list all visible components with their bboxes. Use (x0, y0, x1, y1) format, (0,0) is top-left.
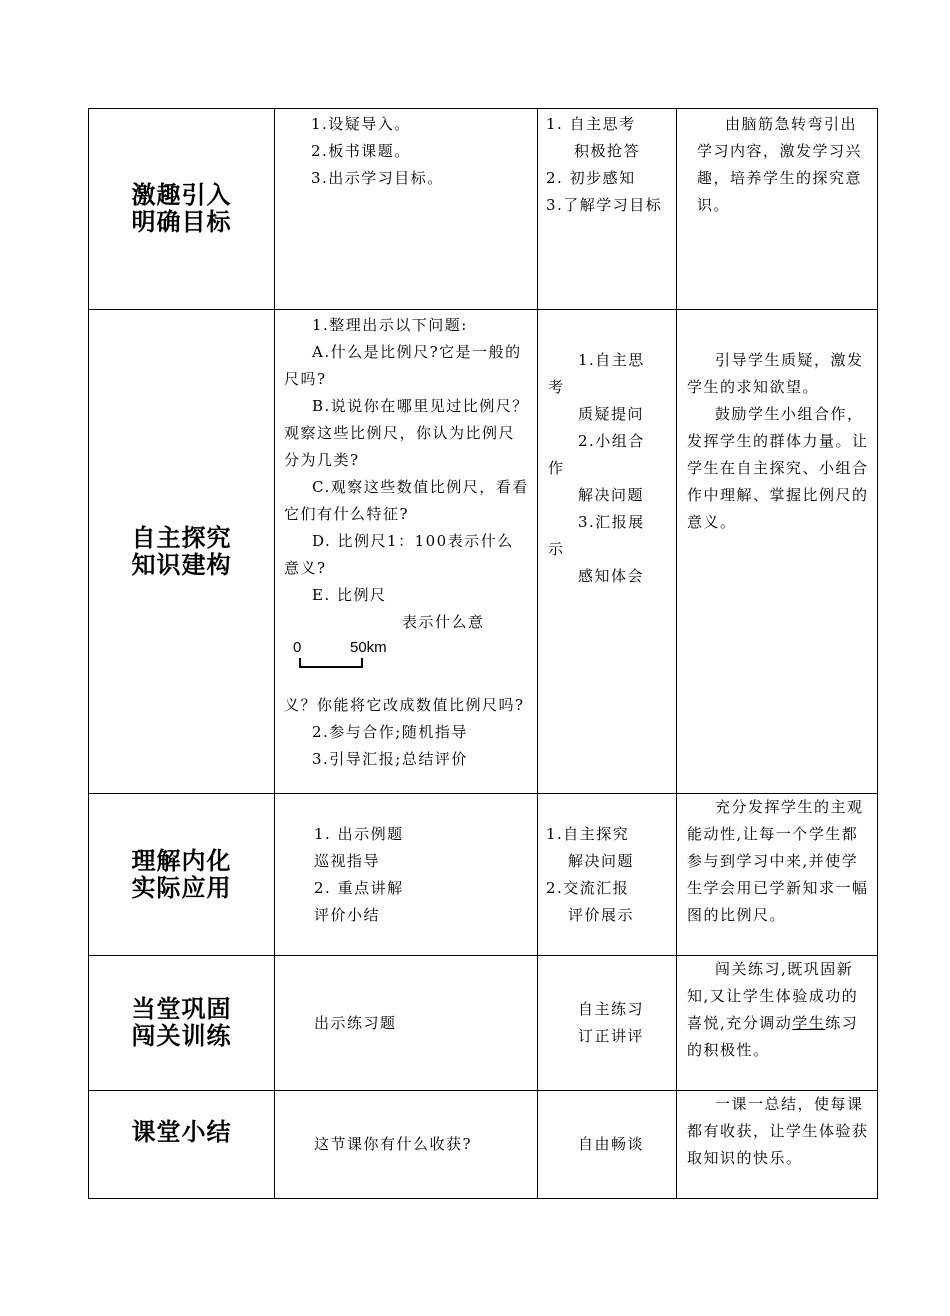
student-item: 评价展示 (568, 905, 635, 924)
question-e-end: 义？你能将它改成数值比例尺吗? (284, 696, 525, 714)
design-intent-text: 由脑筋急转弯引出学习内容，激发学习兴趣，培养学生的探究意识。 (697, 115, 863, 214)
student-item: 2. 初步感知 (546, 169, 636, 187)
stage-cell (89, 109, 275, 310)
table-row (89, 109, 878, 310)
student-item: 解决问题 (568, 851, 635, 870)
student-item: 考 (548, 378, 565, 396)
design-intent-cell (677, 109, 878, 310)
teacher-item: 巡视指导 (314, 851, 381, 870)
stage-title-line: 明确目标 (131, 208, 232, 236)
teacher-activity-cell (275, 1091, 538, 1199)
lesson-plan-table (88, 108, 878, 1199)
stage-title-line: 知识建构 (131, 550, 232, 579)
design-intent-cell (677, 956, 878, 1091)
teacher-item: 2. 重点讲解 (314, 878, 404, 897)
question-intro: 1.整理出示以下问题: (312, 316, 468, 334)
stage-cell (89, 794, 275, 956)
teacher-item: 1.设疑导入。 (311, 115, 411, 133)
student-activity-cell (538, 956, 677, 1091)
student-activity-cell (538, 109, 677, 310)
design-intent-cell (677, 794, 878, 956)
line-scale-graphic (290, 636, 529, 692)
question-a: A.什么是比例尺?它是一般的尺吗? (284, 343, 522, 388)
teacher-item: 2.参与合作;随机指导 (312, 723, 468, 741)
teacher-item: 出示练习题 (314, 1013, 397, 1032)
teacher-item: 1. 出示例题 (314, 824, 404, 843)
stage-cell (89, 310, 275, 794)
design-intent-cell (677, 1091, 878, 1199)
stage-title-line: 理解内化 (131, 846, 232, 875)
design-intent-text: 充分发挥学生的主观能动性,让每一个学生都参与到学习中来,并使学生学会用已学新知求一幅图的比例尺。 (687, 798, 869, 924)
design-intent-part: 练习的积极性。 (687, 1014, 859, 1059)
student-activity-cell (538, 310, 677, 794)
question-c: C.观察这些数值比例尺，看看它们有什么特征? (284, 478, 529, 523)
student-item: 示 (548, 540, 565, 558)
teacher-activity-cell (275, 310, 538, 794)
design-intent-part: 闯关练习,既巩固新知,又让学生体验成功的喜悦,充分调动 (687, 960, 859, 1032)
student-item: 2.交流汇报 (546, 878, 630, 897)
stage-title-line: 激趣引入 (131, 181, 232, 209)
student-item: 订正讲评 (578, 1027, 645, 1045)
design-intent-text: 引导学生质疑，激发学生的求知欲望。 (687, 351, 864, 396)
student-item: 1.自主探究 (546, 824, 630, 843)
student-item: 积极抢答 (574, 142, 641, 160)
scale-zero-label: 0 (293, 639, 302, 656)
stage-title-line: 实际应用 (131, 873, 232, 902)
teacher-activity-cell (275, 956, 538, 1091)
question-e: E. 比例尺 (312, 586, 387, 604)
student-activity-cell (538, 1091, 677, 1199)
table-row (89, 1091, 878, 1199)
teacher-item: 3.引导汇报;总结评价 (312, 750, 468, 768)
table-row (89, 794, 878, 956)
teacher-item: 这节课你有什么收获? (314, 1135, 473, 1153)
student-item: 感知体会 (578, 567, 645, 585)
table-row (89, 310, 878, 794)
student-item: 作 (548, 459, 565, 477)
stage-cell (89, 956, 275, 1091)
underlined-word: 学生 (792, 1014, 826, 1032)
stage-title-line: 闯关训练 (131, 1022, 232, 1050)
teacher-activity-cell (275, 794, 538, 956)
scale-bar (299, 658, 363, 668)
teacher-item: 3.出示学习目标。 (311, 169, 444, 187)
student-item: 自由畅谈 (578, 1135, 645, 1153)
design-intent-text: 一课一总结，使每课都有收获，让学生体验获取知识的快乐。 (687, 1095, 869, 1167)
student-item: 2.小组合 (578, 432, 645, 450)
question-b: B.说说你在哪里见过比例尺？观察这些比例尺，你认为比例尺分为几类? (284, 397, 529, 469)
student-item: 3.了解学习目标 (546, 196, 663, 214)
student-item: 自主练习 (578, 1000, 645, 1018)
stage-title-line: 课堂小结 (131, 1118, 232, 1146)
question-e-cont: 表示什么意 (402, 613, 485, 631)
design-intent-cell (677, 310, 878, 794)
teacher-item: 评价小结 (314, 905, 381, 924)
stage-title-line: 当堂巩固 (131, 995, 232, 1023)
student-item: 1.自主思 (578, 351, 645, 369)
teacher-item: 2.板书课题。 (311, 142, 411, 160)
design-intent-text: 鼓励学生小组合作，发挥学生的群体力量。让学生在自主探究、小组合作中理解、掌握比例尺的意义。 (687, 405, 869, 531)
student-item: 解决问题 (578, 486, 645, 504)
stage-title-line: 自主探究 (131, 523, 232, 552)
student-item: 质疑提问 (578, 405, 645, 423)
design-intent-text (677, 956, 877, 1064)
student-item: 3.汇报展 (578, 513, 645, 531)
teacher-activity-cell (275, 109, 538, 310)
question-d: D. 比例尺1：100表示什么意义? (284, 532, 514, 577)
table-row (89, 956, 878, 1091)
student-activity-cell (538, 794, 677, 956)
student-item: 1. 自主思考 (546, 115, 636, 133)
scale-distance-label: 50km (350, 639, 387, 656)
stage-cell (89, 1091, 275, 1199)
